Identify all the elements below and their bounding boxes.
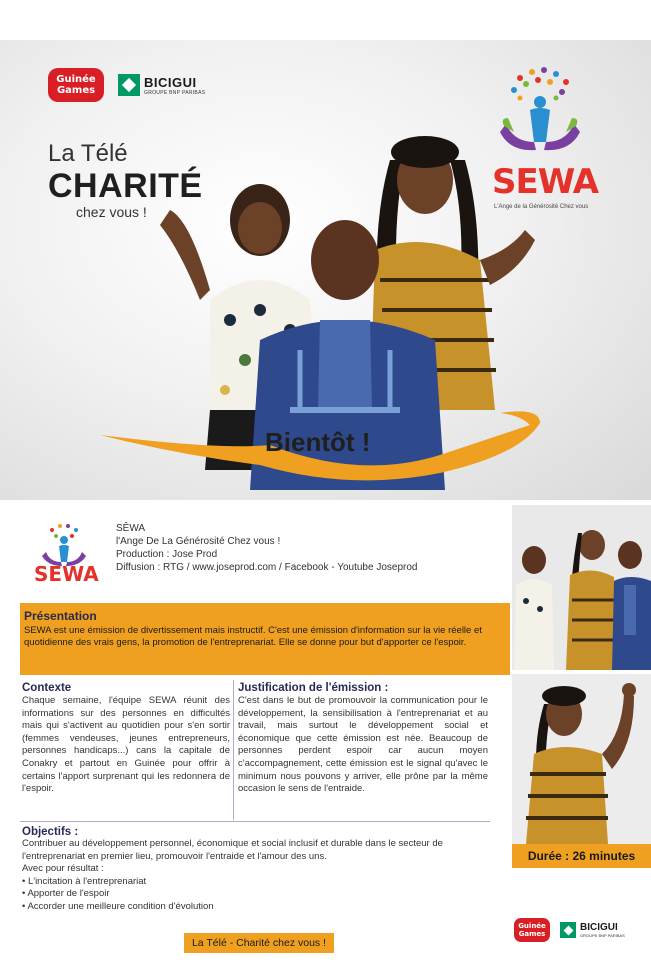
presenters-group-photo [512,505,651,670]
footer-partner-logos [514,918,625,942]
justification-title: Justification de l'émission : [238,682,389,694]
duration-badge [512,844,651,868]
bank-name-small: BICIGUI [580,922,618,933]
presentation-text: SEWA est une émission de divertissement mais instructif. C'est une émission d'information sur la vie réelle et quotidienne des vrais gens, la promotion de l'entreprenariat. Elle se donne pour but d'apporter ce l'espoir. [24,625,482,648]
show-name: SÊWA [116,523,146,534]
justification-text: C'est dans le but de promouvoir la communication pour le développement, la sensibilisation à l'entreprenariat et au travail, mais surtout le développement social et économique que cette émission est née. Beaucoup de personnes perdent espoir car aucun moyen c'accompagnement, cette émission est le signal qu'avec le minimum nous pouvons y arriver, elle prône par la même occasion le sens de l'entraide. [238,695,488,795]
tagline-charite: CHARITÉ [48,167,203,205]
objectif-item: • L'incitation à l'entreprenariat [22,875,147,887]
objectifs-title: Objectifs : [22,826,79,838]
presenter-portrait-photo [512,674,651,844]
objectifs-result-label: Avec pour résultat : [22,863,104,875]
show-info-header [20,516,510,600]
bank-star-icon [118,74,140,96]
objectifs-section [20,824,500,916]
charite-tagline-button[interactable]: La Télé - Charité chez vous ! [184,933,334,953]
sewa-logo-small [32,522,99,594]
justification-section [236,678,490,818]
bank-star-icon-small [560,922,576,938]
show-credits [116,522,417,574]
objectif-item: • Apporter de l'espoir [22,888,110,900]
bicigui-logo [118,74,205,96]
sewa-logo-subtitle: L'Ange de la Générosité Chez vous [494,204,589,210]
guinee-logo-text: Guinée Games [56,74,96,96]
tagline-chez-vous: chez vous ! [76,204,147,220]
sewa-logo-text: SEWA [492,162,599,202]
sewa-small-logo-text: SEWA [34,562,99,586]
hero-banner [0,40,651,500]
guinee-games-logo-small [514,918,550,942]
top-margin [0,0,651,40]
contexte-title: Contexte [22,682,72,694]
show-production: Production : Jose Prod [116,549,218,560]
guinee-small-text: Guinée Games [518,922,546,938]
bank-subtitle-small: GROUPE BNP PARIBAS [580,933,625,938]
duration-text: Durée : 26 minutes [527,849,636,863]
objectifs-text: Contribuer au développement personnel, économique et social inclusif et durable dans le secteur de l'entreprenariat en premier lieu, promouvoir l'entraide et l'amour des uns. [22,838,443,862]
section-divider [20,821,490,822]
presentation-section [20,603,510,675]
bank-name: BICIGUI [144,74,197,90]
bank-subtitle: GROUPE BNP PARIBAS [144,89,206,96]
partner-logos [48,68,205,102]
show-slogan: l'Ange De La Générosité Chez vous ! [116,536,281,547]
column-divider [233,680,234,820]
guinee-games-logo [48,68,104,102]
contexte-text: Chaque semaine, l'équipe SEWA réunit des informations sur des personnes en difficultés mais qui s'activent au quotidien pour s'en sortir (femmes vendeuses, jeunes entrepreneurs, personnes handicaps...) cans la capitale de Conakry et partout en Guinée pour offrir à certains l'apport surprenant qui les redonnera de l'espoir. [22,695,230,795]
contexte-section [20,678,232,818]
show-diffusion: Diffusion : RTG / www.joseprod.com / Facebook - Youtube Joseprod [116,562,418,573]
bientot-label: Bientôt ! [265,427,371,457]
presentation-title: Présentation [24,609,97,623]
tagline-la-tele: La Télé [48,140,128,167]
objectif-item: • Accorder une meilleure condition d'évolution [22,900,214,912]
bicigui-logo-small [560,922,625,938]
